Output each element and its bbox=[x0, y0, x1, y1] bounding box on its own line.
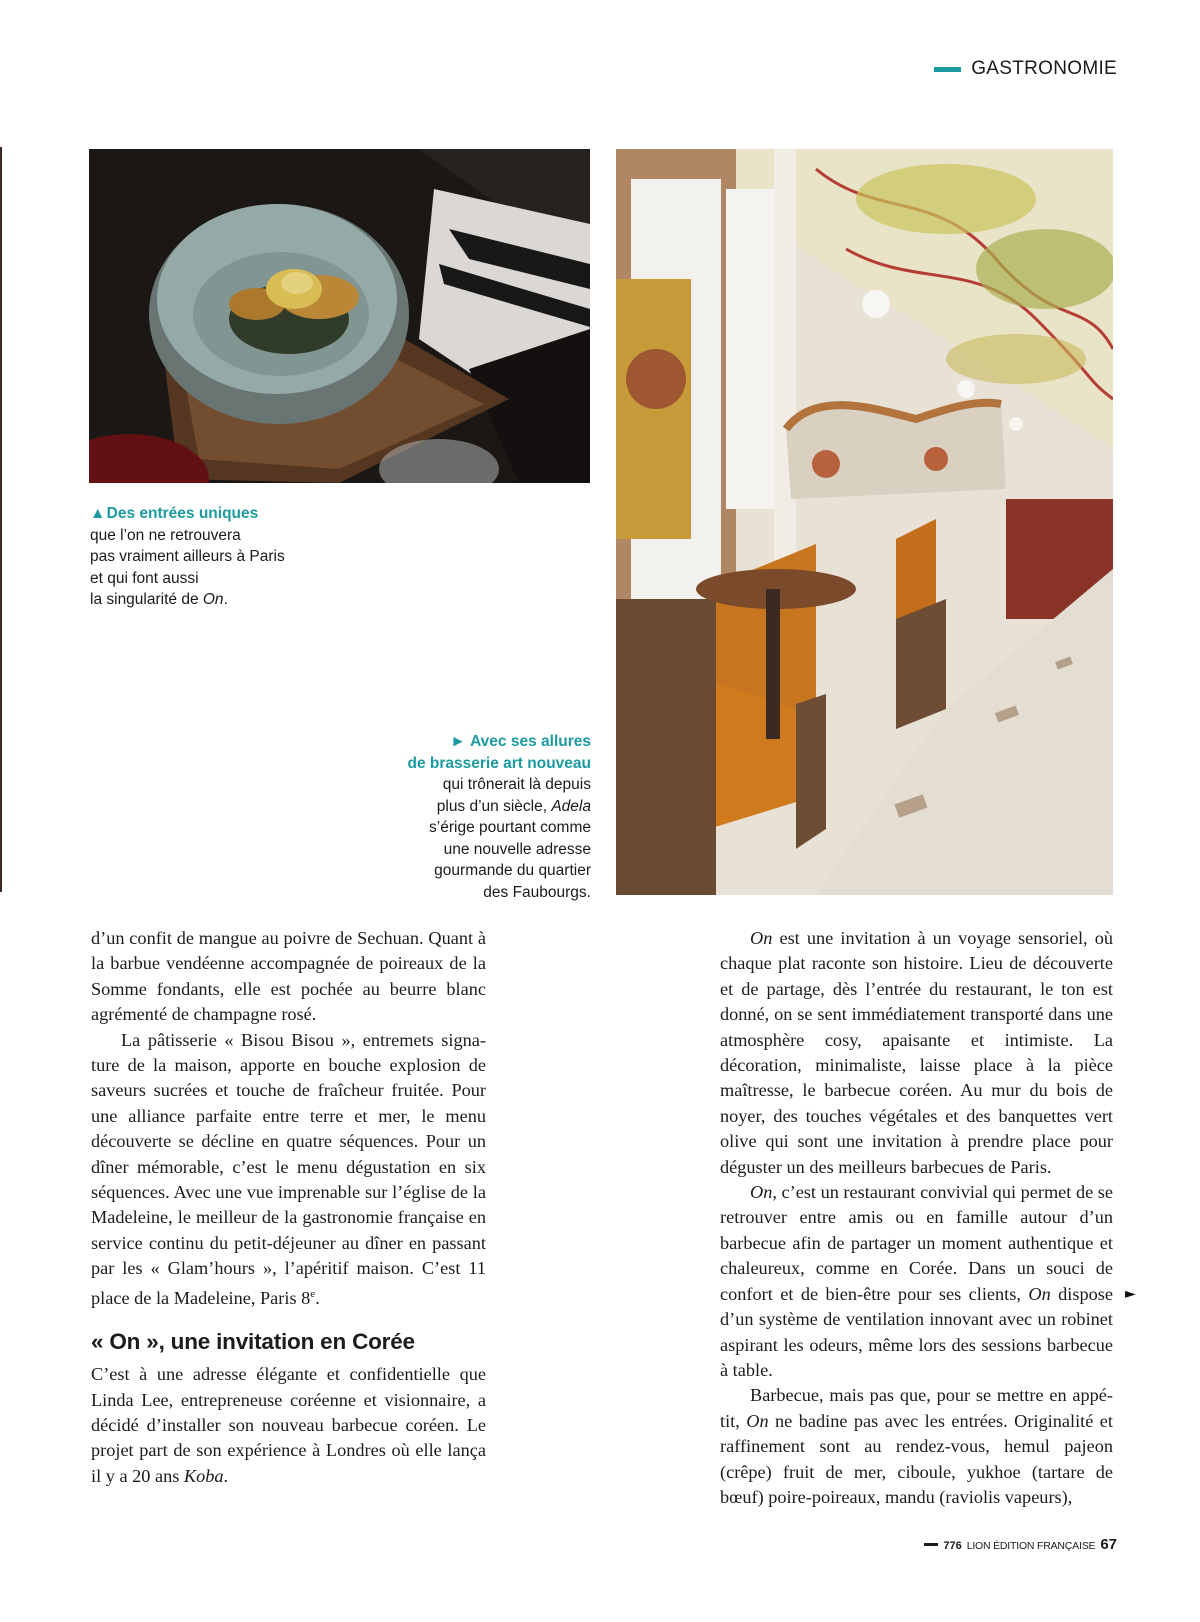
caption-line: des Faubourgs. bbox=[483, 883, 591, 901]
article-column-right bbox=[720, 926, 1113, 1510]
caption-highlight: Avec ses allures bbox=[470, 733, 591, 750]
brasserie-interior-photo bbox=[616, 149, 1113, 895]
section-title: GASTRONOMIE bbox=[971, 58, 1117, 79]
italic-name: On bbox=[1028, 1283, 1051, 1304]
footer-dash bbox=[924, 1543, 938, 1546]
paragraph bbox=[91, 1028, 486, 1312]
section-subheading: « On », une invitation en Corée bbox=[91, 1329, 415, 1355]
caption-punct: . bbox=[223, 591, 228, 608]
punct: . bbox=[223, 1465, 229, 1486]
punct: . bbox=[315, 1287, 320, 1308]
issue-number: 776 bbox=[943, 1540, 962, 1552]
caption-highlight: Des entrées uniques bbox=[106, 505, 259, 522]
paragraph bbox=[720, 1383, 1113, 1510]
caption-highlight: de brasserie art nouveau bbox=[407, 754, 591, 772]
paragraph-text: dispose d’un système de ventilation innovant avec un robinet aspirant les odeurs, même lors des sessions barbecue à table. bbox=[720, 1283, 1113, 1380]
food-bowl-photo bbox=[89, 149, 590, 483]
paragraph bbox=[720, 926, 1113, 1180]
caption-entrees bbox=[90, 503, 350, 611]
caption-marker-up: ▲ bbox=[90, 505, 106, 522]
caption-line: et qui font aussi bbox=[90, 569, 199, 587]
page-number: 67 bbox=[1100, 1536, 1117, 1553]
caption-line: gourmande du quartier bbox=[434, 862, 591, 879]
caption-line: pas vraiment ailleurs à Paris bbox=[90, 548, 285, 565]
caption-line: plus d’un siècle, bbox=[436, 797, 552, 815]
article-column-left bbox=[91, 926, 486, 1489]
paragraph-text: La pâtisserie « Bisou Bisou », entremets signature de la maison, apporte en bouche explosion de saveurs sucrées et touche de fraîcheur fruitée. Pour une alliance parfaite entre terre et mer, le menu découverte se décline en quatre séquences. Pour un dîner mémorable, c’est le menu dégustation en six séquences. Avec une vue imprenable sur l’église de la Madeleine, le meilleur de la gastronomie française en service continu du petit-déjeuner au dîner en passant par les « Glam’hours », l’apéritif maison. C’est 11 place de la Madeleine, Paris 8 bbox=[91, 1029, 486, 1308]
caption-line: la singularité de bbox=[90, 591, 203, 608]
caption-line: une nouvelle adresse bbox=[443, 840, 591, 858]
section-tag bbox=[934, 58, 1117, 80]
paragraph: d’un confit de mangue au poivre de Sechuan. Quant à la barbue vendéenne accompagnée de poireaux de la Somme fondants, elle est pochée au beurre blanc agrémenté de champagne rosé. bbox=[91, 928, 486, 1025]
paragraph bbox=[91, 1362, 486, 1489]
italic-name: On bbox=[746, 1410, 769, 1431]
paragraph-text: , c’est un restaurant convivial qui permet de se retrouver entre amis ou en famille autour d’un barbecue afin de partager un moment authentique et chaleureux, comme en Corée. Dans un souci de confort et de bien-être pour ses clients, bbox=[720, 1182, 1113, 1304]
italic-name: Koba bbox=[183, 1465, 224, 1486]
paragraph-text: ne badine pas avec les entrées. Originalité et raffinement sont au rendez-vous, hemul pajeon (crêpe) fruit de mer, ciboule, yukhoe (tartare de bœuf) poire-poireaux, mandu (raviolis vapeurs), bbox=[720, 1410, 1113, 1507]
italic-name: On bbox=[750, 928, 773, 948]
paragraph bbox=[720, 1180, 1113, 1383]
superscript: e bbox=[310, 1287, 316, 1300]
publication-name: LION ÉDITION FRANÇAISE bbox=[966, 1540, 1096, 1552]
caption-line: s’érige pourtant comme bbox=[429, 819, 591, 836]
section-accent-bar bbox=[934, 67, 961, 72]
paragraph-text: C’est à une adresse élégante et confidentielle que Linda Lee, entrepreneuse coréenne et visionnaire, a décidé d’installer son nouveau barbecue coréen. Le projet part de son expérience à Londres où elle lança il y a 20 ans bbox=[91, 1364, 486, 1486]
page-footer bbox=[924, 1536, 1117, 1553]
continue-arrow-icon: ► bbox=[1125, 1286, 1136, 1302]
page-edge-line bbox=[0, 147, 2, 892]
caption-line: qui trônerait là depuis bbox=[442, 776, 591, 793]
caption-line: que l’on ne retrouvera bbox=[90, 526, 241, 544]
italic-name: On bbox=[750, 1182, 773, 1203]
paragraph-text: est une invitation à un voyage sensoriel, où chaque plat raconte son histoire. Lieu de découverte et de partage, dès l’entrée du restaurant, le ton est donné, on se sent immédiatement transporté dans une atmosphère cosy, apaisante et intimiste. La décoration, minimaliste, laisse place à la pièce maîtresse, le barbecue coréen. Au mur du bois de noyer, des touches végétales et des banquettes vert olive qui sont une invitation à prendre place pour déguster un des meilleurs barbecues de Paris. bbox=[720, 928, 1113, 1177]
caption-marker-right: ► bbox=[450, 733, 466, 750]
caption-italic: Adela bbox=[551, 797, 591, 815]
caption-italic: On bbox=[202, 591, 224, 608]
paragraph-text: Barbecue, mais pas que, pour se mettre en appétit, bbox=[720, 1385, 1113, 1431]
caption-brasserie bbox=[395, 731, 591, 903]
